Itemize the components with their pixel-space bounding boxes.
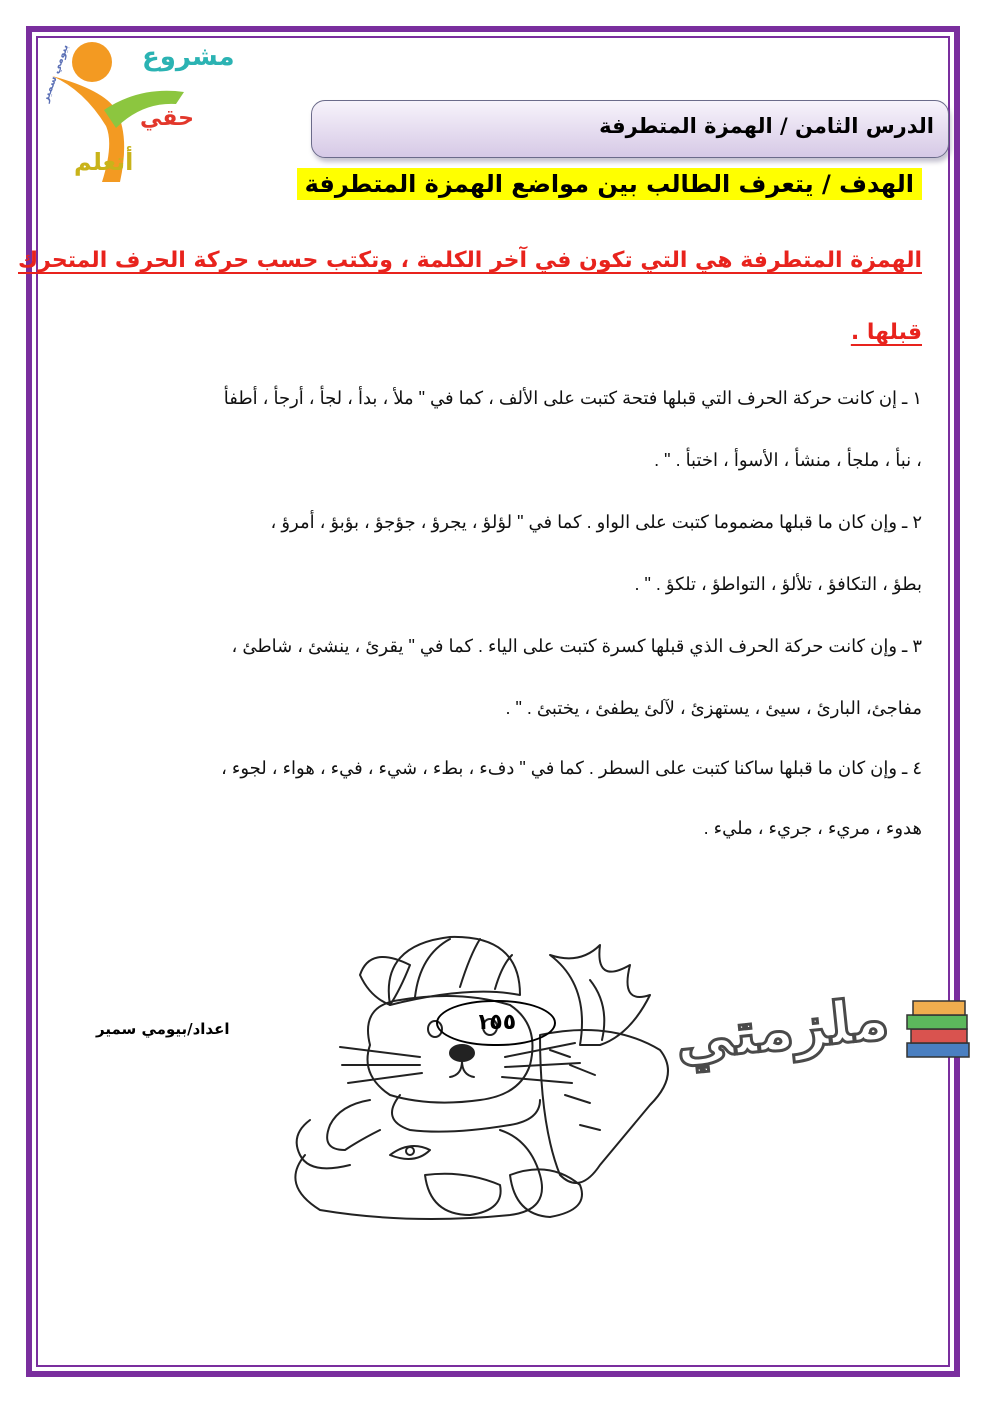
rule-3-line-2: مفاجئ، البارئ ، سيئ ، يستهزئ ، لآلئ يطفئ ، يختبئ . " . <box>505 698 922 718</box>
logo-side-text: بيومي سمير <box>40 42 72 104</box>
page-number: ١٥٥ <box>436 1000 556 1046</box>
rule-2-line-1: ٢ ـ وإن كان ما قبلها مضموما كتبت على الواو . كما في " لؤلؤ ، يجرؤ ، جؤجؤ ، بؤبؤ ، أمرؤ ، <box>270 512 922 532</box>
project-logo <box>40 40 235 190</box>
watermark-text: ملزمتي <box>672 984 892 1074</box>
rule-1-line-1: ١ ـ إن كانت حركة الحرف التي قبلها فتحة كتبت على الألف ، كما في " ملأ ، بدأ ، لجأ ، أرجأ ، أطفأ <box>223 388 922 408</box>
logo-text-haqqi: حقي <box>140 106 194 131</box>
rule-3-line-1: ٣ ـ وإن كانت حركة الحرف الذي قبلها كسرة كتبت على الياء . كما في " يقرئ ، ينشئ ، شاطئ ، <box>231 636 922 656</box>
rabbit-carrot-drawing-icon <box>250 925 690 1225</box>
rule-4-line-1: ٤ ـ وإن كان ما قبلها ساكنا كتبت على السطر . كما في " دفء ، بطء ، شيء ، فيء ، هواء ، لجوء ، <box>221 758 922 778</box>
books-stack-icon <box>905 995 973 1065</box>
logo-text-ataallam: أتعلم <box>74 148 134 176</box>
author-credit: اعداد/بيومي سمير <box>96 1020 230 1038</box>
definition-line-2: قبلها . <box>850 320 922 345</box>
definition-line-1: الهمزة المتطرفة هي التي تكون في آخر الكلمة ، وتكتب حسب حركة الحرف المتحرك <box>18 248 922 273</box>
rule-2-line-2: بطؤ ، التكافؤ ، تلألؤ ، التواطؤ ، تلكؤ . " . <box>634 574 922 594</box>
lesson-title-box <box>311 100 949 158</box>
lesson-title: الدرس الثامن / الهمزة المتطرفة <box>599 114 934 138</box>
logo-text-mashroo: مشروع <box>142 42 235 72</box>
lesson-goal: الهدف / يتعرف الطالب بين مواضع الهمزة المتطرفة <box>297 168 922 200</box>
watermark-logo <box>665 985 975 1085</box>
rule-4-line-2: هدوء ، مريء ، جريء ، مليء . <box>703 818 922 838</box>
rule-1-line-2: ، نبأ ، ملجأ ، منشأ ، الأسوأ ، اختبأ . " . <box>654 450 922 470</box>
